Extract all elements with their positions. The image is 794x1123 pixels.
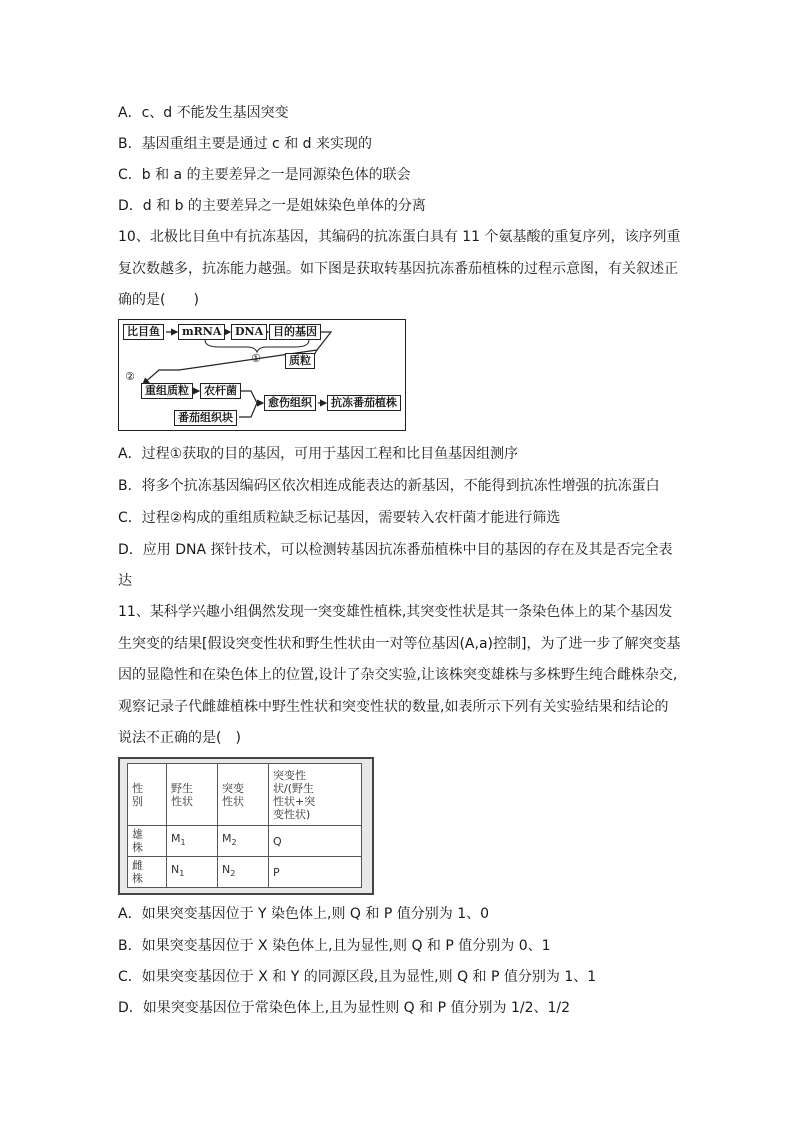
q11-stem-line-1: 11、某科学兴趣小组偶然发现一突变雄性植株,其突变性状是其一条染色体上的某个基因发: [118, 604, 673, 620]
prev-option-a: A．c、d 不能发生基因突变: [118, 105, 289, 121]
fish-box: 比目鱼: [123, 324, 164, 340]
row-female-ratio: P: [269, 857, 362, 888]
q10-stem-line-3: 确的是( ): [118, 292, 199, 308]
agrobacterium-box: 农杆菌: [200, 383, 241, 399]
header-mutant: 突变 性状: [218, 764, 269, 826]
q10-option-d-cont: 达: [118, 573, 132, 589]
q11-stem-line-5: 说法不正确的是( ): [118, 730, 241, 746]
q10-option-c: C．过程②构成的重组质粒缺乏标记基因，需要转入农杆菌才能进行筛选: [118, 510, 561, 526]
q10-option-d: D．应用 DNA 探针技术，可以检测转基因抗冻番茄植株中目的基因的存在及其是否完全表: [118, 542, 673, 558]
q10-option-a: A．过程①获取的目的基因，可用于基因工程和比目鱼基因组测序: [118, 446, 519, 462]
q11-option-b: B．如果突变基因位于 X 染色体上,且为显性,则 Q 和 P 值分别为 0、1: [118, 938, 551, 954]
q11-stem-line-4: 观察记录子代雌雄植株中野生性状和突变性状的数量,如表所示下列有关实验结果和结论的: [118, 699, 669, 715]
prev-option-c: C．b 和 a 的主要差异之一是同源染色体的联会: [118, 167, 411, 183]
target-gene-box: 目的基因: [269, 324, 321, 340]
prev-option-d: D．d 和 b 的主要差异之一是姐妹染色单体的分离: [118, 198, 426, 214]
q11-option-d: D．如果突变基因位于常染色体上,且为显性则 Q 和 P 值分别为 1/2、1/2: [118, 1000, 571, 1016]
dna-box: DNA: [231, 324, 267, 340]
q10-stem-line-1: 10、北极比目鱼中有抗冻基因，其编码的抗冻蛋白具有 11 个氨基酸的重复序列，该序列重: [118, 229, 681, 245]
q11-stem-line-3: 因的显隐性和在染色体上的位置,设计了杂交实验,让该株突变雄株与多株野生纯合雌株杂交,: [118, 667, 678, 683]
recombinant-plasmid-box: 重组质粒: [141, 383, 193, 399]
row-female-wild: $N_1$: [167, 857, 218, 888]
header-sex: 性 别: [128, 764, 167, 826]
q11-table-image: [118, 757, 374, 895]
frost-resistant-plant-box: 抗冻番茄植株: [327, 395, 401, 411]
row-male-ratio: Q: [269, 826, 362, 857]
q11-data-table: [127, 763, 362, 888]
row-male-sex: 雄 株: [128, 826, 167, 857]
q10-option-b: B．将多个抗冻基因编码区依次相连成能表达的新基因，不能得到抗冻性增强的抗冻蛋白: [118, 478, 660, 494]
q11-option-c: C．如果突变基因位于 X 和 Y 的同源区段,且为显性,则 Q 和 P 值分别为 1、1: [118, 969, 597, 985]
row-female-mutant: $N_2$: [218, 857, 269, 888]
mrna-box: mRNA: [178, 324, 225, 340]
header-wild: 野生 性状: [167, 764, 218, 826]
callus-box: 愈伤组织: [264, 395, 316, 411]
q11-option-a: A．如果突变基因位于 Y 染色体上,则 Q 和 P 值分别为 1、0: [118, 906, 490, 922]
prev-option-b: B．基因重组主要是通过 c 和 d 来实现的: [118, 136, 372, 152]
row-female-sex: 雌 株: [128, 857, 167, 888]
q10-stem-line-2: 复次数越多，抗冻能力越强。如下图是获取转基因抗冻番茄植株的过程示意图，有关叙述正: [118, 261, 678, 277]
header-ratio: 突变性 状/(野生 性状+突 变性状): [269, 764, 362, 826]
q11-stem-line-2: 生突变的结果[假设突变性状和野生性状由一对等位基因(A,a)控制]，为了进一步了解突变基: [118, 636, 681, 652]
q10-flow-diagram: [118, 319, 406, 431]
tomato-tissue-box: 番茄组织块: [174, 410, 237, 426]
row-male-wild: $M_1$: [167, 826, 218, 857]
row-male-mutant: $M_2$: [218, 826, 269, 857]
step-1-label: ①: [251, 352, 261, 365]
plasmid-box: 质粒: [285, 353, 315, 369]
step-2-label: ②: [125, 370, 135, 383]
